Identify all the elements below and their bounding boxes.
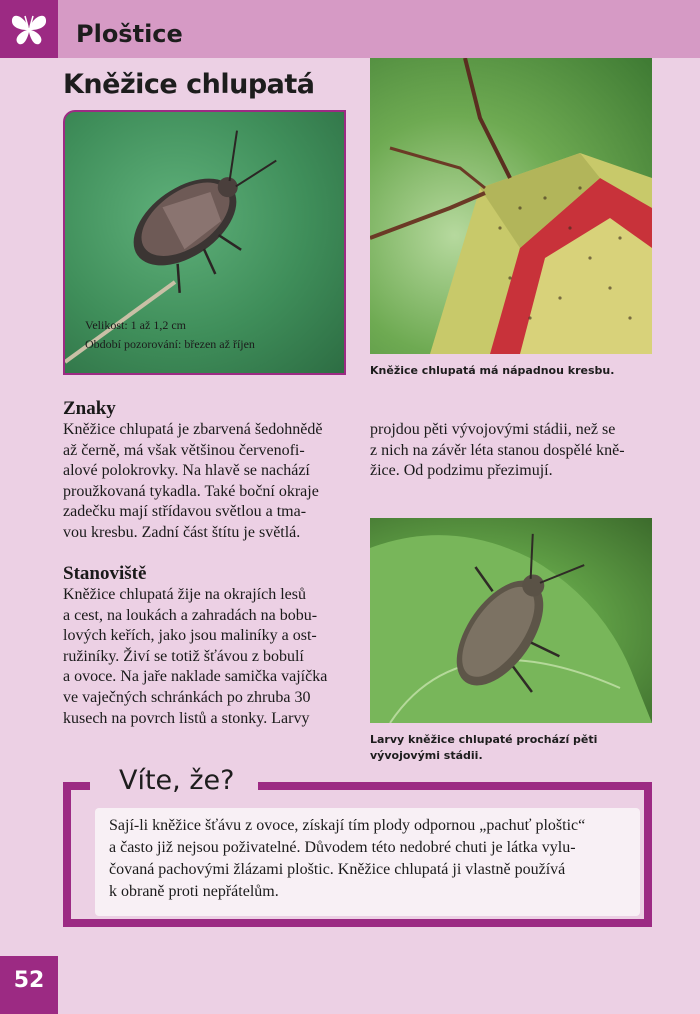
butterfly-icon — [9, 10, 49, 48]
znaky-heading: Znaky — [63, 398, 116, 419]
stanoviste-text — [63, 585, 346, 729]
text-line: z nich na závěr léta stanou dospělé kně- — [370, 441, 625, 459]
page-number: 52 — [13, 968, 45, 993]
main-photo — [63, 110, 346, 375]
text-line: lových keřích, jako jsou maliníky a ost- — [63, 627, 317, 645]
box-border-right — [258, 782, 652, 790]
stanoviste-heading: Stanoviště — [63, 563, 147, 584]
text-line: alové polokrovky. Na hlavě se nachází — [63, 462, 310, 480]
period-caption: Období pozorování: březen až říjen — [85, 337, 255, 351]
znaky-text — [63, 420, 346, 544]
size-caption: Velikost: 1 až 1,2 cm — [85, 318, 186, 332]
photo-larva-caption — [370, 732, 597, 764]
text-line: vou kresbu. Zadní část štítu je světlá. — [63, 523, 301, 541]
text-line: ružiníky. Živí se totiž šťávou z bobulí — [63, 647, 304, 665]
text-line: žice. Od podzimu přezimují. — [370, 462, 553, 480]
section-title: Ploštice — [76, 20, 183, 48]
header-corner — [0, 0, 58, 58]
text-line: Kněžice chlupatá je zbarvená šedohnědě — [63, 421, 323, 438]
vite-ze-title: Víte, že? — [119, 765, 235, 796]
text-line: ve vaječných schránkách po zhruba 30 — [63, 688, 311, 706]
text-line: projdou pěti vývojovými stádii, než se — [370, 421, 616, 438]
text-line: a ovoce. Na jaře naklade samička vajíčka — [63, 668, 328, 686]
text-line: a často již nejsou poživatelné. Důvodem této nedobré chuti je látka vylu- — [109, 839, 576, 856]
text-line: kusech na povrch listů a stonky. Larvy — [63, 709, 310, 727]
photo-closeup-caption: Kněžice chlupatá má nápadnou kresbu. — [370, 364, 615, 377]
column2-text — [370, 420, 652, 482]
caption-line: Larvy kněžice chlupaté prochází pěti — [370, 733, 598, 746]
text-line: proužkovaná tykadla. Také boční okraje — [63, 482, 319, 500]
text-line: čovaná pachovými žlázami ploštic. Kněžice chlupatá ji vlastně používá — [109, 861, 566, 878]
vite-ze-text — [109, 815, 621, 903]
photo-larva — [370, 518, 652, 723]
text-line: zadečku mají střídavou světlou a tma- — [63, 503, 307, 521]
caption-line: vývojovými stádii. — [370, 749, 483, 762]
page-title: Kněžice chlupatá — [63, 69, 315, 100]
photo-closeup — [370, 58, 652, 354]
text-line: a cest, na loukách a zahradách na bobu- — [63, 606, 318, 624]
text-line: až černě, má však většinou červenofi- — [63, 441, 305, 459]
text-line: k obraně proti nepřátelům. — [109, 883, 279, 900]
box-border-left — [63, 782, 90, 790]
text-line: Sají-li kněžice šťávu z ovoce, získají tím plody odpornou „pachuť ploštic“ — [109, 817, 586, 834]
bug-illustration — [65, 112, 346, 375]
text-line: Kněžice chlupatá žije na okrajích lesů — [63, 586, 306, 603]
